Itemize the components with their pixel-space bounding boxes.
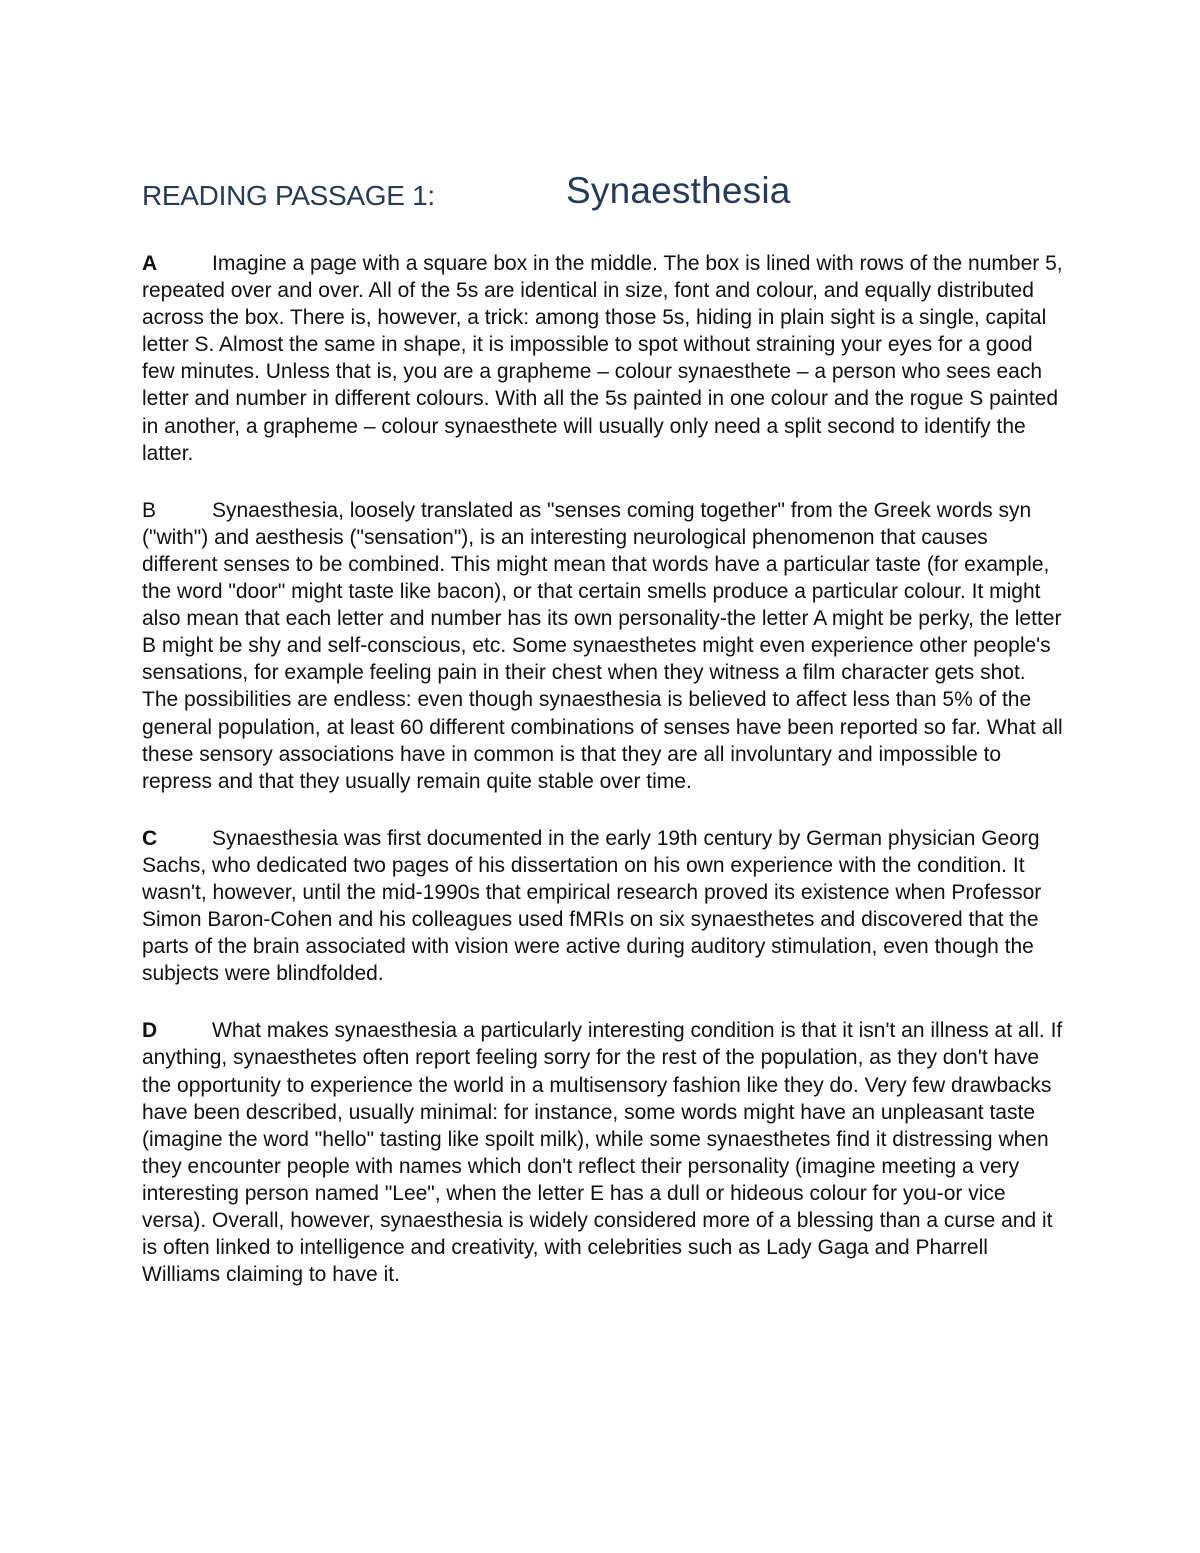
paragraph-letter: B (142, 498, 157, 522)
paragraph-text: Synaesthesia was first documented in the early 19th century by German physician Georg Sachs, who dedicated two pages of his dissertation on his own experience with the condition. It wasn't, however, until the mid-1990s that empirical research proved its existence when Professor Simon Baron-Cohen and his colleagues used fMRIs on six synaesthetes and discovered that the parts of the brain associated with vision were active during auditory stimulation, even though the subjects were blindfolded. (142, 826, 1042, 986)
paragraph-text: What makes synaesthesia a particularly interesting condition is that it isn't an illness at all. If anything, synaesthetes often report feeling sorry for the rest of the population, as they don't have the opportunity to experience the world in a multisensory fashion like they do. Very few drawbacks have been described, usually minimal: for instance, some words might have an unpleasant taste (imagine the word "hello" tasting like spoilt milk), while some synaesthetes find it distressing when they encounter people with names which don't reflect their personality (imagine meeting a very interesting person named "Lee", when the letter E has a dull or hideous colour for you-or vice versa). Overall, however, synaesthesia is widely considered more of a blessing than a curse and it is often linked to intelligence and creativity, with celebrities such as Lady Gaga and Pharrell Williams claiming to have it. (142, 1019, 1063, 1287)
paragraph-b (142, 497, 1064, 795)
passage-title: Synaesthesia (566, 170, 791, 211)
paragraph-text: Synaesthesia, loosely translated as "senses coming together" from the Greek words syn ("with") and aesthesis ("sensation"), is an interesting neurological phenomenon that causes different senses to be combined. This might mean that words have a particular taste (for example, the word "door" might taste like bacon), or that certain smells produce a particular colour. It might also mean that each letter and number has its own personality-the letter A might be perky, the letter B might be shy and self-conscious, etc. Some synaesthetes might even experience other people's sensations, for example feeling pain in their chest when they witness a film character gets shot. The possibilities are endless: even though synaesthesia is believed to affect less than 5% of the general population, at least 60 different combinations of senses have been reported so far. What all these sensory associations have in common is that they are all involuntary and impossible to repress and that they usually remain quite stable over time. (142, 498, 1063, 793)
passage-heading (142, 168, 1064, 224)
paragraph-text: Imagine a page with a square box in the middle. The box is lined with rows of the number 5, repeated over and over. All of the 5s are identical in size, font and colour, and equally distributed across the box. There is, however, a trick: among those 5s, hiding in plain sight is a single, capital letter S. Almost the same in shape, it is impossible to spot without straining your eyes for a good few minutes. Unless that is, you are a grapheme – colour synaesthete – a person who sees each letter and number in different colours. With all the 5s painted in one colour and the rogue S painted in another, a grapheme – colour synaesthete will usually only need a split second to identify the latter. (142, 252, 1063, 465)
paragraph-c (142, 825, 1064, 988)
paragraph-letter: D (142, 1019, 158, 1043)
paragraph-letter: A (142, 252, 158, 275)
document-page (142, 168, 1064, 1309)
paragraph-a (142, 250, 1064, 467)
paragraph-d (142, 1017, 1064, 1288)
paragraph-letter: C (142, 826, 158, 850)
passage-label: READING PASSAGE 1: (142, 180, 435, 211)
